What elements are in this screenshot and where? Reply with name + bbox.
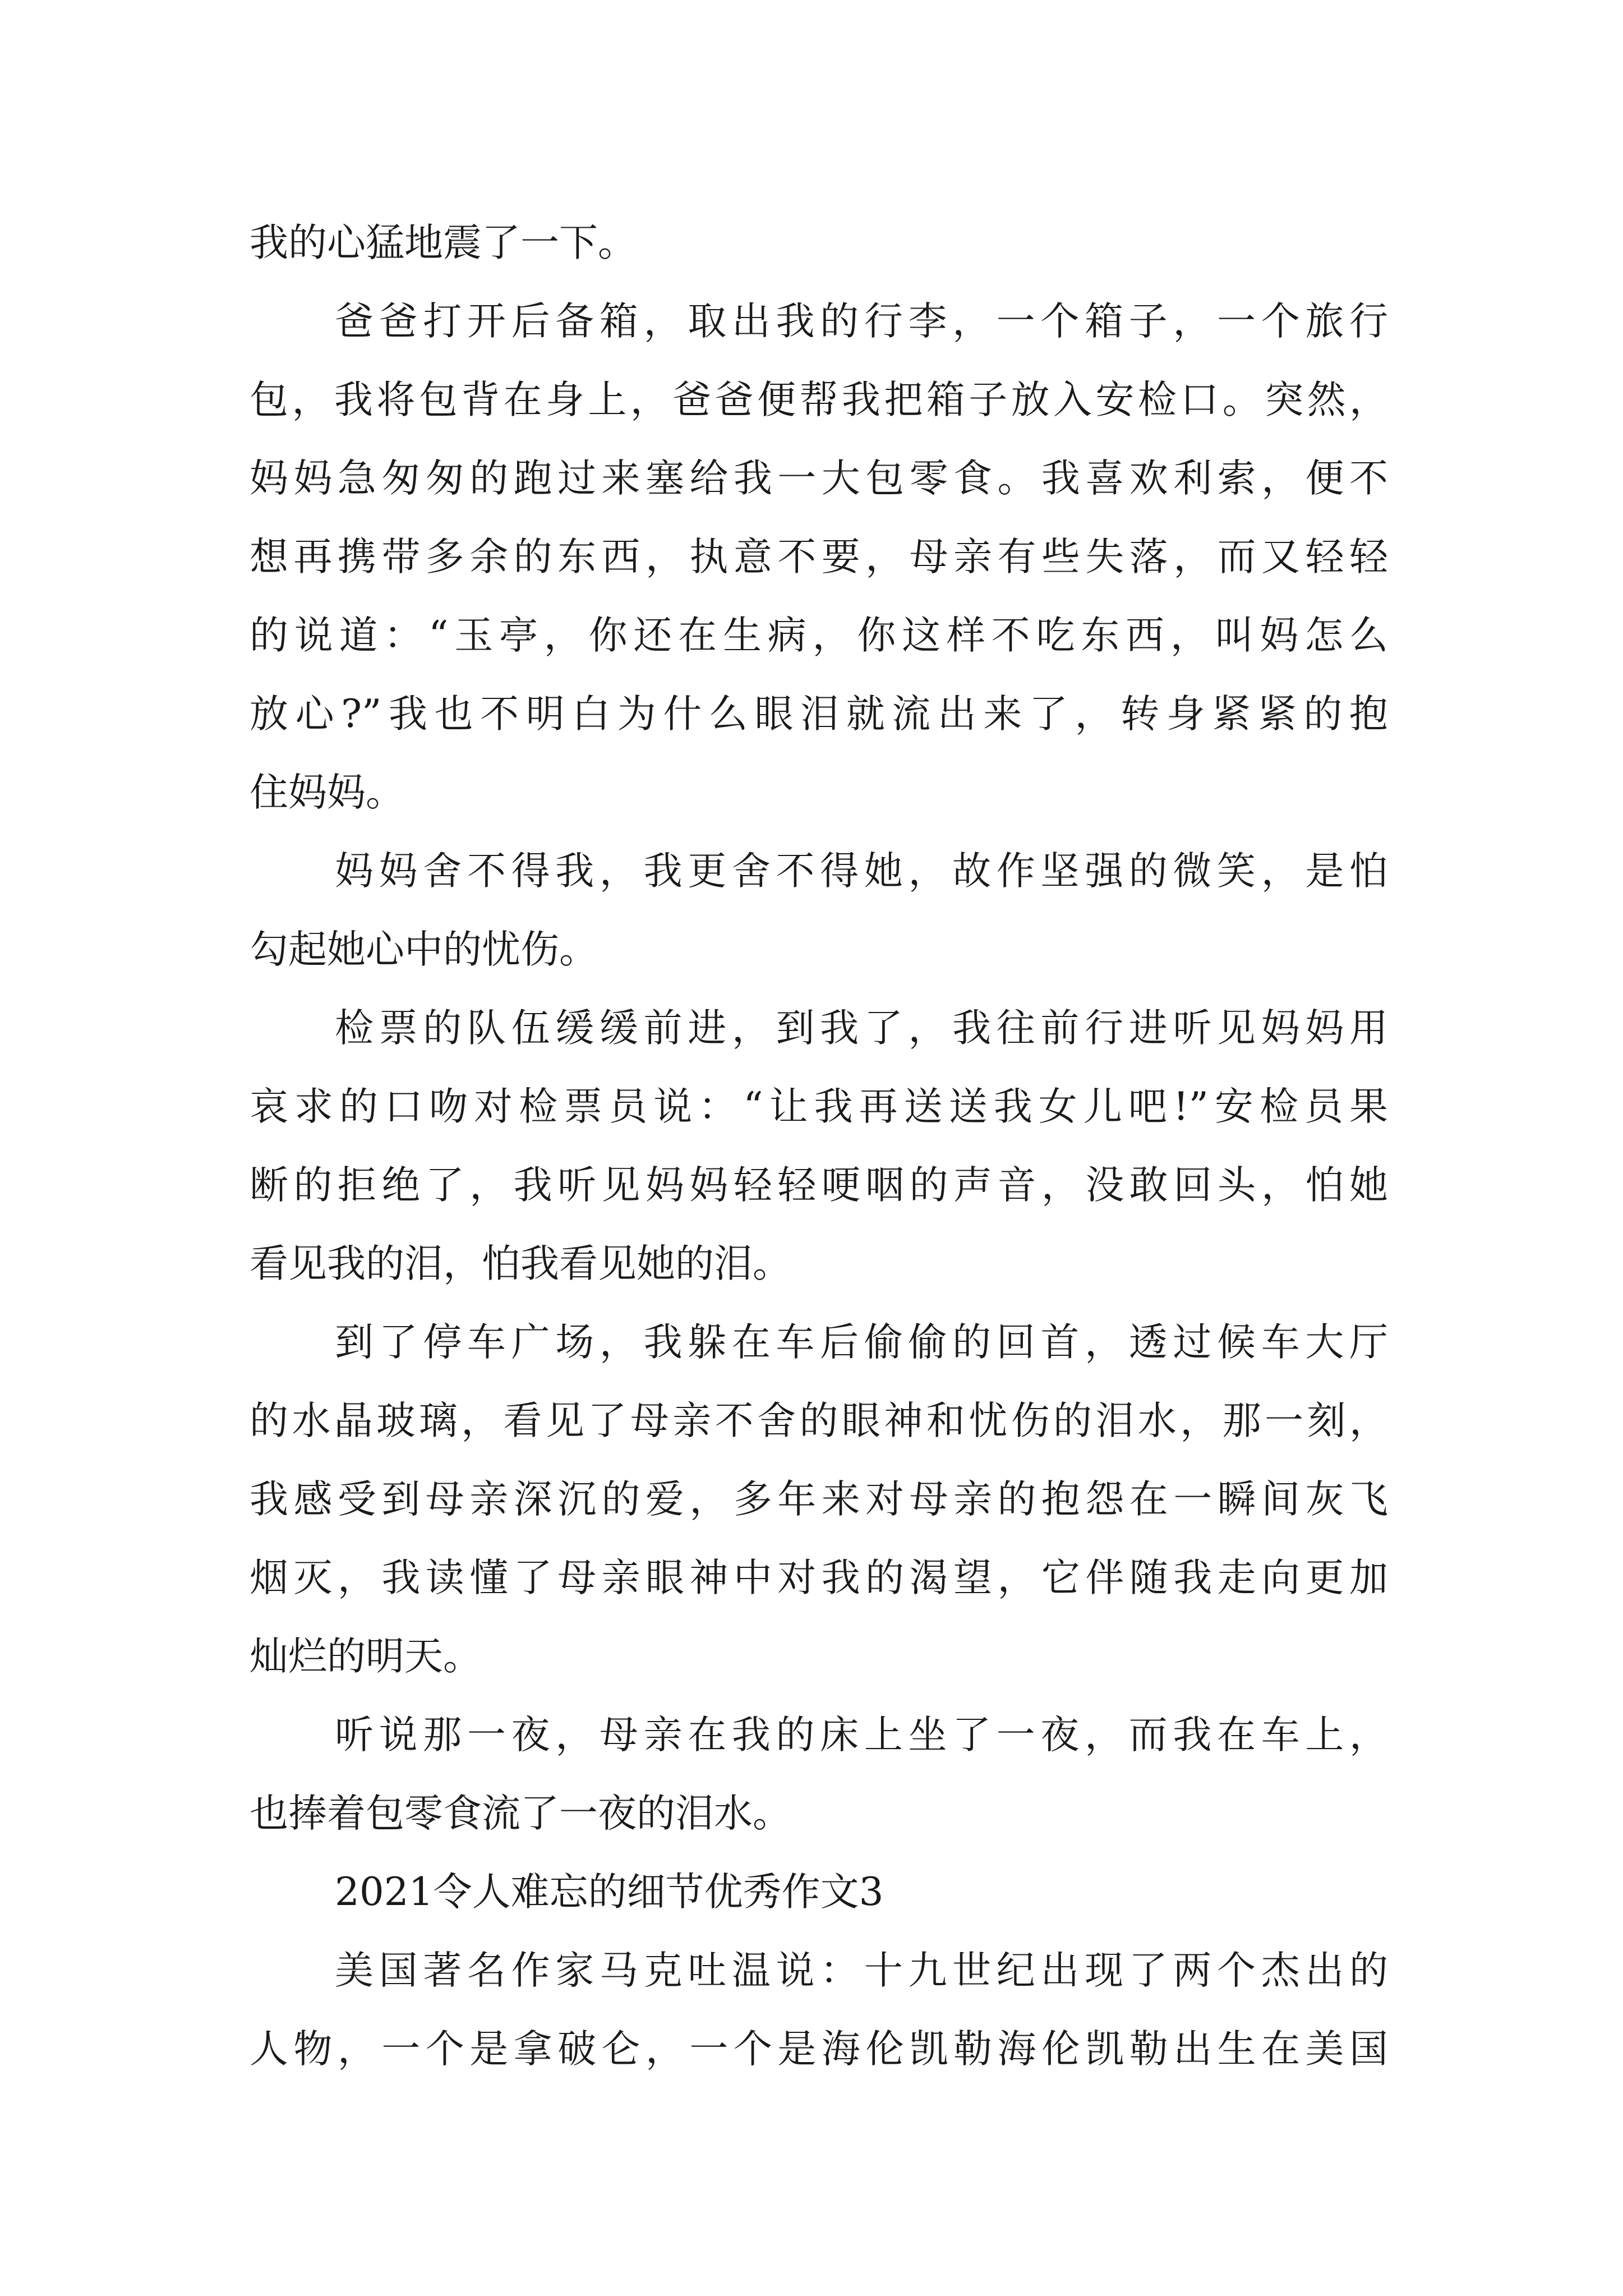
text-line: 勾起她心中的忧伤。 — [250, 927, 598, 972]
text-line: 检票的队伍缓缓前进，到我了，我往前行进听见妈妈用 — [335, 1006, 1388, 1051]
text-line: 人物，一个是拿破仑，一个是海伦凯勒海伦凯勒出生在美国 — [250, 2027, 1388, 2072]
text-line: 到了停车广场，我躲在车后偷偷的回首，透过候车大厅 — [335, 1320, 1388, 1365]
text-line: 断的拒绝了，我听见妈妈轻轻哽咽的声音，没敢回头，怕她 — [250, 1163, 1388, 1208]
text-line: 放心?”我也不明白为什么眼泪就流出来了，转身紧紧的抱 — [250, 692, 1388, 737]
text-line: 妈妈急匆匆的跑过来塞给我一大包零食。我喜欢利索，便不 — [250, 456, 1388, 501]
text-line: 烟灭，我读懂了母亲眼神中对我的渴望，它伴随我走向更加 — [250, 1556, 1388, 1600]
text-line: 爸爸打开后备箱，取出我的行李，一个箱子，一个旅行 — [335, 299, 1388, 344]
text-line: 的水晶玻璃，看见了母亲不舍的眼神和忧伤的泪水，那一刻， — [250, 1398, 1388, 1443]
text-line: 听说那一夜，母亲在我的床上坐了一夜，而我在车上， — [335, 1713, 1388, 1757]
text-line: 的说道：“玉亭，你还在生病，你这样不吃东西，叫妈怎么 — [250, 613, 1388, 658]
text-line: 妈妈舍不得我，我更舍不得她，故作坚强的微笑，是怕 — [335, 849, 1388, 894]
text-line: 想再携带多余的东西，执意不要，母亲有些失落，而又轻轻 — [250, 535, 1388, 579]
text-line: 美国著名作家马克吐温说：十九世纪出现了两个杰出的 — [335, 1948, 1388, 1993]
text-line: 我感受到母亲深沉的爱，多年来对母亲的抱怨在一瞬间灰飞 — [250, 1477, 1388, 1522]
text-line: 哀求的口吻对检票员说：“让我再送送我女儿吧!”安检员果 — [250, 1084, 1388, 1129]
document-body — [250, 215, 1388, 2100]
text-line: 也捧着包零食流了一夜的泪水。 — [250, 1791, 791, 1836]
text-line: 看见我的泪，怕我看见她的泪。 — [250, 1241, 791, 1286]
text-line: 我的心猛地震了一下。 — [250, 220, 637, 265]
text-line: 住妈妈。 — [250, 770, 404, 815]
section-heading: 2021令人难忘的细节优秀作文3 — [335, 1870, 884, 1915]
text-line: 灿烂的明天。 — [250, 1634, 482, 1679]
text-line: 包，我将包背在身上，爸爸便帮我把箱子放入安检口。突然， — [250, 378, 1388, 422]
